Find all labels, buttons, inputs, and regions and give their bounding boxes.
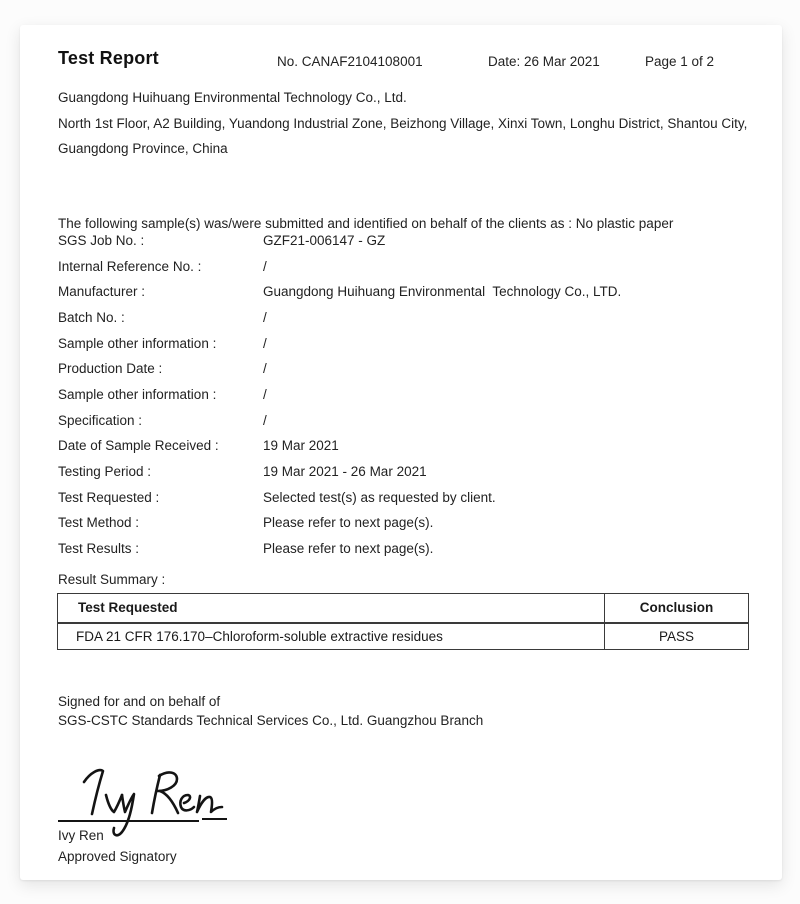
detail-value: Selected test(s) as requested by client.	[263, 489, 496, 505]
detail-row-test-method	[58, 510, 758, 536]
detail-value: /	[263, 386, 267, 402]
signature-stroke-n	[197, 796, 222, 812]
detail-value: 19 Mar 2021	[263, 438, 339, 454]
detail-label: SGS Job No. :	[58, 233, 145, 248]
signatory-name: Ivy Ren	[58, 828, 104, 843]
signature-stroke-v	[106, 795, 122, 812]
table-cell-test: FDA 21 CFR 176.170–Chloroform-soluble extractive residues	[58, 623, 605, 650]
detail-label: Specification :	[58, 412, 143, 428]
signing-company: SGS-CSTC Standards Technical Services Co., Ltd. Guangzhou Branch	[58, 712, 484, 728]
signed-for-text: Signed for and on behalf of	[58, 694, 221, 709]
signature-stroke-e	[180, 795, 194, 810]
signature-stroke-r-bowl	[158, 772, 177, 791]
result-summary-table	[57, 593, 749, 650]
detail-row-internal-reference	[58, 254, 758, 280]
signoff-block	[58, 693, 708, 730]
detail-label: Testing Period :	[58, 463, 152, 479]
detail-value: /	[263, 335, 267, 351]
result-summary-heading: Result Summary :	[58, 572, 166, 587]
table-header-row	[58, 594, 749, 623]
detail-label: Manufacturer :	[58, 284, 146, 300]
detail-label: Date of Sample Received :	[58, 438, 219, 454]
signatory-block	[58, 825, 177, 867]
signature-stroke-i	[84, 770, 103, 814]
signature-underline	[58, 820, 199, 822]
detail-label: Production Date :	[58, 361, 163, 377]
detail-value: /	[263, 412, 267, 428]
detail-value: Guangdong Huihuang Environmental Technology Co., LTD.	[263, 284, 622, 300]
table-header-test-requested: Test Requested	[58, 594, 605, 623]
page-indicator: Page 1 of 2	[645, 54, 715, 69]
detail-label: Sample other information :	[58, 386, 217, 402]
detail-label: Sample other information :	[58, 335, 217, 351]
table-row	[58, 623, 749, 650]
detail-row-date-received	[58, 433, 758, 459]
detail-value: Please refer to next page(s).	[263, 515, 434, 531]
detail-value: Please refer to next page(s).	[263, 540, 434, 556]
table-header-conclusion: Conclusion	[605, 594, 749, 623]
detail-row-test-results	[58, 536, 758, 562]
page-title: Test Report	[58, 48, 159, 68]
signature-stroke-r-leg	[160, 791, 178, 813]
detail-row-sample-other-info-2	[58, 382, 758, 408]
sample-intro-text: The following sample(s) was/were submitted and identified on behalf of the clients as : No plastic paper	[58, 216, 674, 231]
detail-row-specification	[58, 408, 758, 434]
detail-label: Test Method :	[58, 515, 140, 531]
detail-label: Test Results :	[58, 540, 140, 556]
signature-underline-dash	[202, 818, 227, 820]
table-cell-conclusion: PASS	[605, 623, 749, 650]
detail-value: /	[263, 361, 267, 377]
detail-value: /	[263, 258, 267, 274]
detail-value: GZF21-006147 - GZ	[263, 233, 386, 248]
report-number: No. CANAF2104108001	[277, 54, 423, 69]
detail-label: Test Requested :	[58, 489, 160, 505]
detail-row-testing-period	[58, 459, 758, 485]
detail-row-production-date	[58, 356, 758, 382]
detail-row-sgs-job-no	[58, 228, 758, 254]
report-page	[20, 25, 782, 880]
detail-value: 19 Mar 2021 - 26 Mar 2021	[263, 463, 427, 479]
signature-stroke-r-stem	[152, 775, 160, 813]
sample-details	[58, 228, 758, 562]
client-address: North 1st Floor, A2 Building, Yuandong Industrial Zone, Beizhong Village, Xinxi Town, Longhu District, Shantou City, Guangdong Province, China	[58, 115, 748, 156]
signatory-role: Approved Signatory	[58, 849, 177, 864]
detail-value: /	[263, 309, 267, 325]
detail-row-batch-no	[58, 305, 758, 331]
report-date: Date: 26 Mar 2021	[488, 54, 600, 69]
detail-row-test-requested	[58, 485, 758, 511]
detail-row-manufacturer	[58, 279, 758, 305]
detail-label: Internal Reference No. :	[58, 258, 202, 274]
detail-label: Batch No. :	[58, 309, 125, 325]
client-name: Guangdong Huihuang Environmental Technology Co., Ltd.	[58, 90, 407, 105]
client-block	[58, 85, 754, 162]
detail-row-sample-other-info-1	[58, 331, 758, 357]
